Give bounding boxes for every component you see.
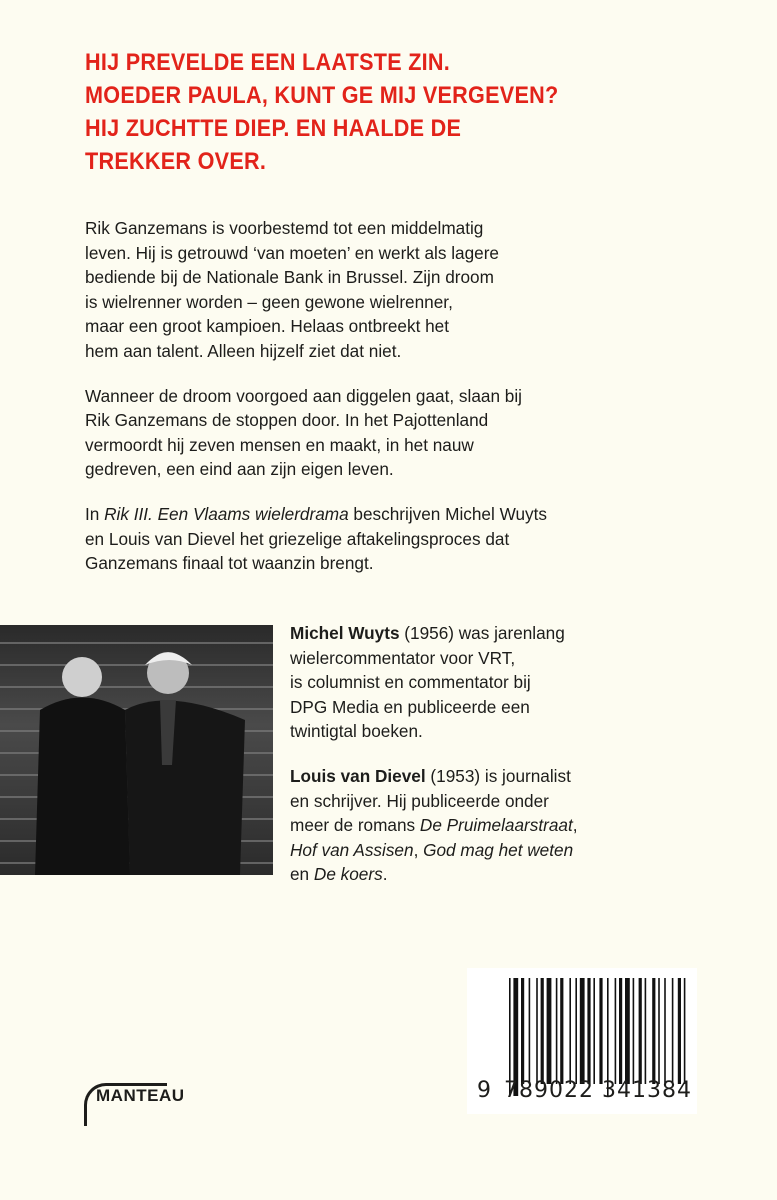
barcode-bar	[587, 978, 590, 1084]
barcode-bar	[569, 978, 571, 1084]
line: leven. Hij is getrouwd ‘van moeten’ en werkt als lagere	[85, 242, 499, 263]
line: en schrijver. Hij publiceerde onder	[290, 790, 549, 811]
barcode-bar	[575, 978, 577, 1084]
paragraph-3	[85, 502, 705, 576]
barcode-bar	[556, 978, 558, 1084]
blurb	[85, 216, 705, 596]
line: bediende bij de Nationale Bank in Brussel. Zijn droom	[85, 267, 494, 288]
bio-louis-van-dievel	[290, 764, 730, 887]
barcode-bar	[684, 978, 686, 1084]
barcode-bar	[678, 978, 681, 1084]
barcode-bar	[652, 978, 655, 1084]
isbn-number	[477, 1078, 692, 1103]
text: (1956) was jarenlang	[399, 623, 565, 643]
barcode-bar	[599, 978, 602, 1084]
barcode-bar	[615, 978, 617, 1084]
line: Rik Ganzemans de stoppen door. In het Pajottenland	[85, 410, 489, 431]
text: meer de romans	[290, 815, 420, 836]
isbn-digits: 789022 341384	[504, 1078, 692, 1103]
barcode-bar	[633, 978, 635, 1084]
barcode-bar	[580, 978, 585, 1084]
paragraph-1	[85, 216, 705, 364]
line: Rik Ganzemans is voorbestemd tot een middelmatig	[85, 218, 484, 238]
text: ,	[572, 815, 578, 836]
line: en Louis van Dievel het griezelige aftakelingsproces dat	[85, 528, 510, 549]
barcode-bar	[658, 978, 660, 1084]
author-photo	[0, 625, 273, 875]
text: .	[382, 864, 388, 885]
line: vermoordt hij zeven mensen en maakt, in het nauw	[85, 434, 474, 455]
author-name: Michel Wuyts	[290, 623, 400, 643]
barcode-bar	[541, 978, 544, 1084]
publisher-name: MANTEAU	[96, 1086, 185, 1105]
barcode-bar	[593, 978, 595, 1084]
barcode-bar	[536, 978, 538, 1084]
line: is columnist en commentator bij	[290, 672, 531, 693]
barcode-bar	[672, 978, 674, 1084]
barcode-bar	[547, 978, 552, 1084]
line: DPG Media en publiceerde een	[290, 696, 530, 717]
barcode-bar	[664, 978, 666, 1084]
barcode-bar	[619, 978, 622, 1084]
text: In	[85, 503, 105, 524]
line: gedreven, een eind aan zijn eigen leven.	[85, 459, 394, 480]
headline-line: TREKKER OVER.	[85, 148, 267, 175]
bio-michel-wuyts	[290, 621, 730, 744]
publisher-logo	[84, 1077, 194, 1117]
book-title: De Pruimelaarstraat	[419, 815, 573, 836]
author-bios	[290, 621, 730, 907]
barcode-bar	[529, 978, 531, 1084]
text: (1953) is journalist	[425, 765, 571, 786]
barcode-bar	[521, 978, 524, 1084]
text: ,	[413, 839, 424, 860]
line: Ganzemans finaal tot waanzin brengt.	[85, 553, 374, 574]
book-title: Rik III. Een Vlaams wielerdrama	[104, 503, 349, 524]
headline	[85, 46, 645, 178]
line: is wielrenner worden – geen gewone wielrenner,	[85, 291, 453, 312]
book-title: De koers	[313, 864, 383, 885]
author-name: Louis van Dievel	[290, 765, 426, 786]
text: en	[290, 864, 314, 885]
barcode-bar	[645, 978, 647, 1084]
line: hem aan talent. Alleen hijzelf ziet dat niet.	[85, 340, 402, 361]
paragraph-2	[85, 384, 705, 482]
text: beschrijven Michel Wuyts	[348, 503, 548, 524]
barcode	[467, 968, 697, 1114]
line: wielercommentator voor VRT,	[290, 647, 516, 668]
isbn-first-digit: 9	[477, 1078, 492, 1103]
headline-line: MOEDER PAULA, KUNT GE MIJ VERGEVEN?	[85, 82, 559, 109]
barcode-bar	[639, 978, 642, 1084]
headline-line: HIJ PREVELDE EEN LAATSTE ZIN.	[85, 49, 451, 76]
line: twintigtal boeken.	[290, 721, 423, 742]
barcode-bar	[560, 978, 563, 1084]
author-photo-image	[0, 625, 273, 875]
line: maar een groot kampioen. Helaas ontbreekt het	[85, 316, 450, 337]
headline-line: HIJ ZUCHTTE DIEP. EN HAALDE DE	[85, 115, 462, 142]
book-title: Hof van Assisen	[290, 839, 414, 860]
book-title: God mag het weten	[423, 839, 574, 860]
line: Wanneer de droom voorgoed aan diggelen gaat, slaan bij	[85, 385, 522, 406]
barcode-bar	[625, 978, 630, 1084]
